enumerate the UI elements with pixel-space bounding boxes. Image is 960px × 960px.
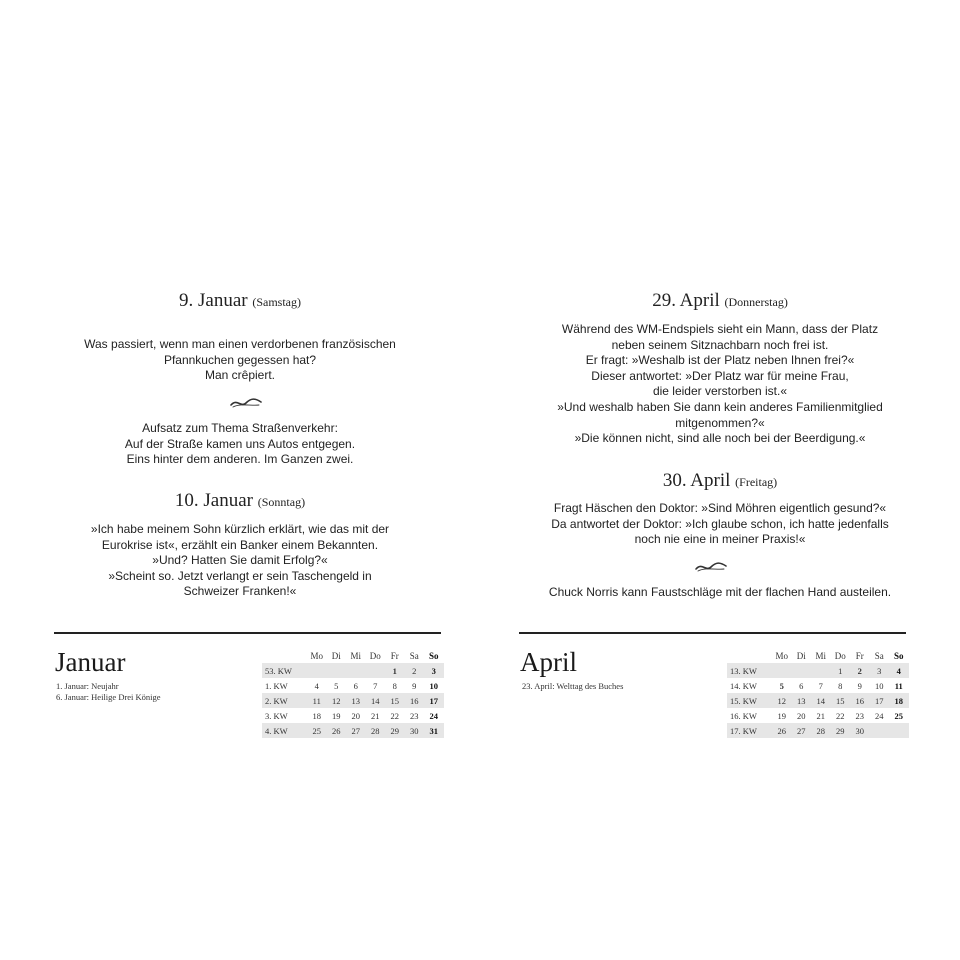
entry-title: 10. Januar (Sonntag) — [174, 490, 306, 511]
calendar-week-row: 14. KW 5 6 7 8 9 10 11 — [730, 680, 903, 691]
weekday-header-row: Mo Di Mi Do Fr Sa So — [310, 651, 439, 661]
entry-title: 9. Januar (Samstag) — [179, 290, 301, 311]
holiday-list: 1. Januar: Neujahr 6. Januar: Heilige Drei Könige — [56, 681, 161, 702]
calendar-week-row: 53. KW 1 2 3 — [262, 663, 444, 678]
joke-text: Während des WM-Endspiels sieht ein Mann, dass der Platz neben seinem Sitznachbarn noch frei ist. Er fragt: »Weshalb ist der Platz neben Ihnen frei?« Dieser antwortet: »Der Platz war für meine Frau, die leider verstorben ist.« »Und weshalb haben Sie dann kein anderes Familienmitglied mitgenommen?« »Die können nicht, sind alle noch bei der Beerdigung.« — [557, 322, 883, 446]
calendar-week-row: 15. KW 12 13 14 15 16 17 18 — [727, 693, 909, 708]
joke-text: Fragt Häschen den Doktor: »Sind Möhren eigentlich gesund?« Da antwortet der Doktor: »Ich glaube schon, ich hatte jedenfalls noch nie eine in meiner Praxis!« — [551, 501, 889, 547]
calendar-divider — [519, 632, 906, 634]
entry-title: 29. April (Donnerstag) — [652, 290, 788, 311]
weekday-header-row: Mo Di Mi Do Fr Sa So — [775, 651, 904, 661]
calendar-week-row: 2. KW 11 12 13 14 15 16 17 — [262, 693, 444, 708]
divider-ornament-icon — [229, 397, 263, 409]
month-title: April — [520, 647, 577, 677]
calendar-week-row: 1. KW 4 5 6 7 8 9 10 — [265, 680, 438, 691]
month-title: Januar — [55, 647, 126, 677]
calendar-week-row: 4. KW 25 26 27 28 29 30 31 — [262, 723, 444, 738]
right-page — [480, 0, 960, 960]
calendar-week-row: 3. KW 18 19 20 21 22 23 24 — [265, 710, 438, 721]
divider-ornament-icon — [694, 561, 728, 573]
entry-title: 30. April (Freitag) — [662, 470, 778, 491]
joke-text: »Ich habe meinem Sohn kürzlich erklärt, wie das mit der Eurokrise ist«, erzählt ein Banker einem Bekannten. »Und? Hatten Sie damit Erfolg?« »Scheint so. Jetzt verlangt er sein Taschengeld in Schweizer Franken!« — [90, 522, 390, 599]
month-calendar — [262, 649, 444, 738]
calendar-week-row: 17. KW 26 27 28 29 30 — [727, 723, 909, 738]
joke-text: Chuck Norris kann Faustschläge mit der flachen Hand austeilen. — [548, 585, 892, 599]
holiday-list: 23. April: Welttag des Buches — [522, 681, 624, 691]
calendar-divider — [54, 632, 441, 634]
joke-text: Was passiert, wenn man einen verdorbenen französischen Pfannkuchen gegessen hat? Man crêpiert. — [84, 337, 396, 383]
calendar-week-row: 13. KW 1 2 3 4 — [727, 663, 909, 678]
calendar-week-row: 16. KW 19 20 21 22 23 24 25 — [730, 710, 903, 721]
joke-text: Aufsatz zum Thema Straßenverkehr: Auf der Straße kamen uns Autos entgegen. Eins hinter dem anderen. Im Ganzen zwei. — [124, 421, 356, 467]
month-calendar — [727, 649, 909, 738]
